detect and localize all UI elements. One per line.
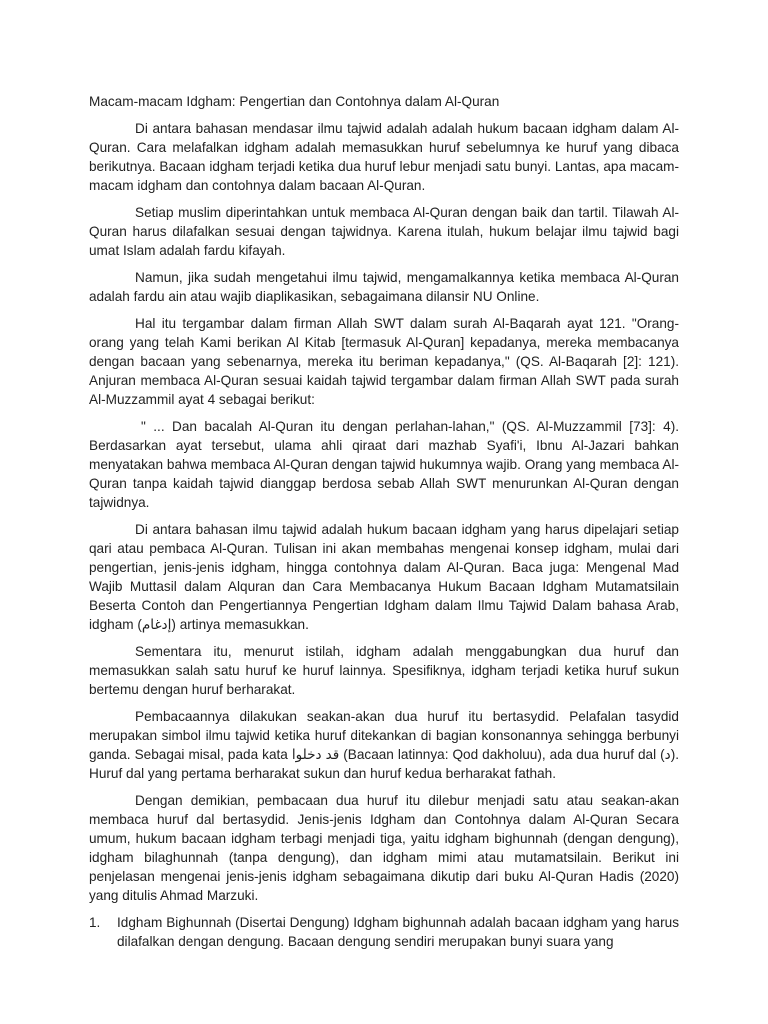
paragraph-fardu-ain: Namun, jika sudah mengetahui ilmu tajwid, mengamalkannya ketika membaca Al-Quran adalah fardu ain atau wajib diaplikasikan, sebagaimana dilansir NU Online. [89,270,679,304]
list-item-number: 1. [89,915,101,930]
paragraph-istilah: Sementara itu, menurut istilah, idgham adalah menggabungkan dua huruf dan memasukkan salah satu huruf ke huruf lainnya. Spesifiknya, idgham terjadi ketika huruf sukun bertemu dengan huruf berharakat. [89,644,679,697]
idgham-types-list [89,913,679,951]
paragraph-tilawah: Setiap muslim diperintahkan untuk membaca Al-Quran dengan baik dan tartil. Tilawah Al-Quran harus dilafalkan sesuai dengan tajwidnya. Karena itulah, hukum belajar ilmu tajwid bagi umat Islam adalah fardu kifayah. [89,205,679,258]
document-title: Macam-macam Idgham: Pengertian dan Contohnya dalam Al-Quran [89,94,500,109]
paragraph-al-baqarah: Hal itu tergambar dalam firman Allah SWT dalam surah Al-Baqarah ayat 121. "Orang-orang yang telah Kami berikan Al Kitab [termasuk Al-Quran] kepadanya, mereka membacanya dengan bacaan yang sebenarnya, mereka itu beriman kepadanya," (QS. Al-Baqarah [2]: 121). Anjuran membaca Al-Quran sesuai kaidah tajwid tergambar dalam firman Allah SWT pada surah Al-Muzzammil ayat 4 sebagai berikut: [89,316,679,407]
list-item [89,913,679,951]
paragraph-pengertian-idgham: Di antara bahasan ilmu tajwid adalah hukum bacaan idgham yang harus dipelajari setiap qari atau pembaca Al-Quran. Tulisan ini akan membahas mengenai konsep idgham, mulai dari pengertian, jenis-jenis idgham, hingga contohnya dalam Al-Quran. Baca juga: Mengenal Mad Wajib Muttasil dalam Alquran dan Cara Membacanya Hukum Bacaan Idgham Mutamatsilain Beserta Contoh dan Pengertiannya Pengertian Idgham dalam Ilmu Tajwid Dalam bahasa Arab, idgham (إدغام) artinya memasukkan. [89,522,679,632]
paragraph-al-muzzammil: " ... Dan bacalah Al-Quran itu dengan perlahan-lahan," (QS. Al-Muzzammil [73]: 4). Berdasarkan ayat tersebut, ulama ahli qiraat dari mazhab Syafi'i, Ibnu Al-Jazari bahkan menyatakan bahwa membaca Al-Quran dengan tajwid hukumnya wajib. Orang yang membaca Al-Quran tanpa kaidah tajwid dianggap berdosa sebab Allah SWT menurunkan Al-Quran dengan tajwidnya. [89,419,679,510]
list-item-text: Idgham Bighunnah (Disertai Dengung) Idgham bighunnah adalah bacaan idgham yang harus dilafalkan dengan dengung. Bacaan dengung sendiri merupakan bunyi suara yang [117,915,679,949]
paragraph-tasydid: Pembacaannya dilakukan seakan-akan dua huruf itu bertasydid. Pelafalan tasydid merupakan simbol ilmu tajwid ketika huruf ditekankan di bagian konsonannya sehingga berbunyi ganda. Sebagai misal, pada kata قد دخلوا (Bacaan latinnya: Qod dakholuu), ada dua huruf dal (د). Huruf dal yang pertama berharakat sukun dan huruf kedua berharakat fathah. [89,709,679,781]
paragraph-jenis-idgham: Dengan demikian, pembacaan dua huruf itu dilebur menjadi satu atau seakan-akan membaca huruf dal bertasydid. Jenis-jenis Idgham dan Contohnya dalam Al-Quran Secara umum, hukum bacaan idgham terbagi menjadi tiga, yaitu idgham bighunnah (dengan dengung), idgham bilaghunnah (tanpa dengung), dan idgham mimi atau mutamatsilain. Berikut ini penjelasan mengenai jenis-jenis idgham sebagaimana dikutip dari buku Al-Quran Hadis (2020) yang ditulis Ahmad Marzuki. [89,793,679,903]
paragraph-intro: Di antara bahasan mendasar ilmu tajwid adalah adalah hukum bacaan idgham dalam Al-Quran. Cara melafalkan idgham adalah memasukkan huruf sebelumnya ke huruf yang dibaca berikutnya. Bacaan idgham terjadi ketika dua huruf lebur menjadi satu bunyi. Lantas, apa macam-macam idgham dan contohnya dalam bacaan Al-Quran. [89,121,679,193]
